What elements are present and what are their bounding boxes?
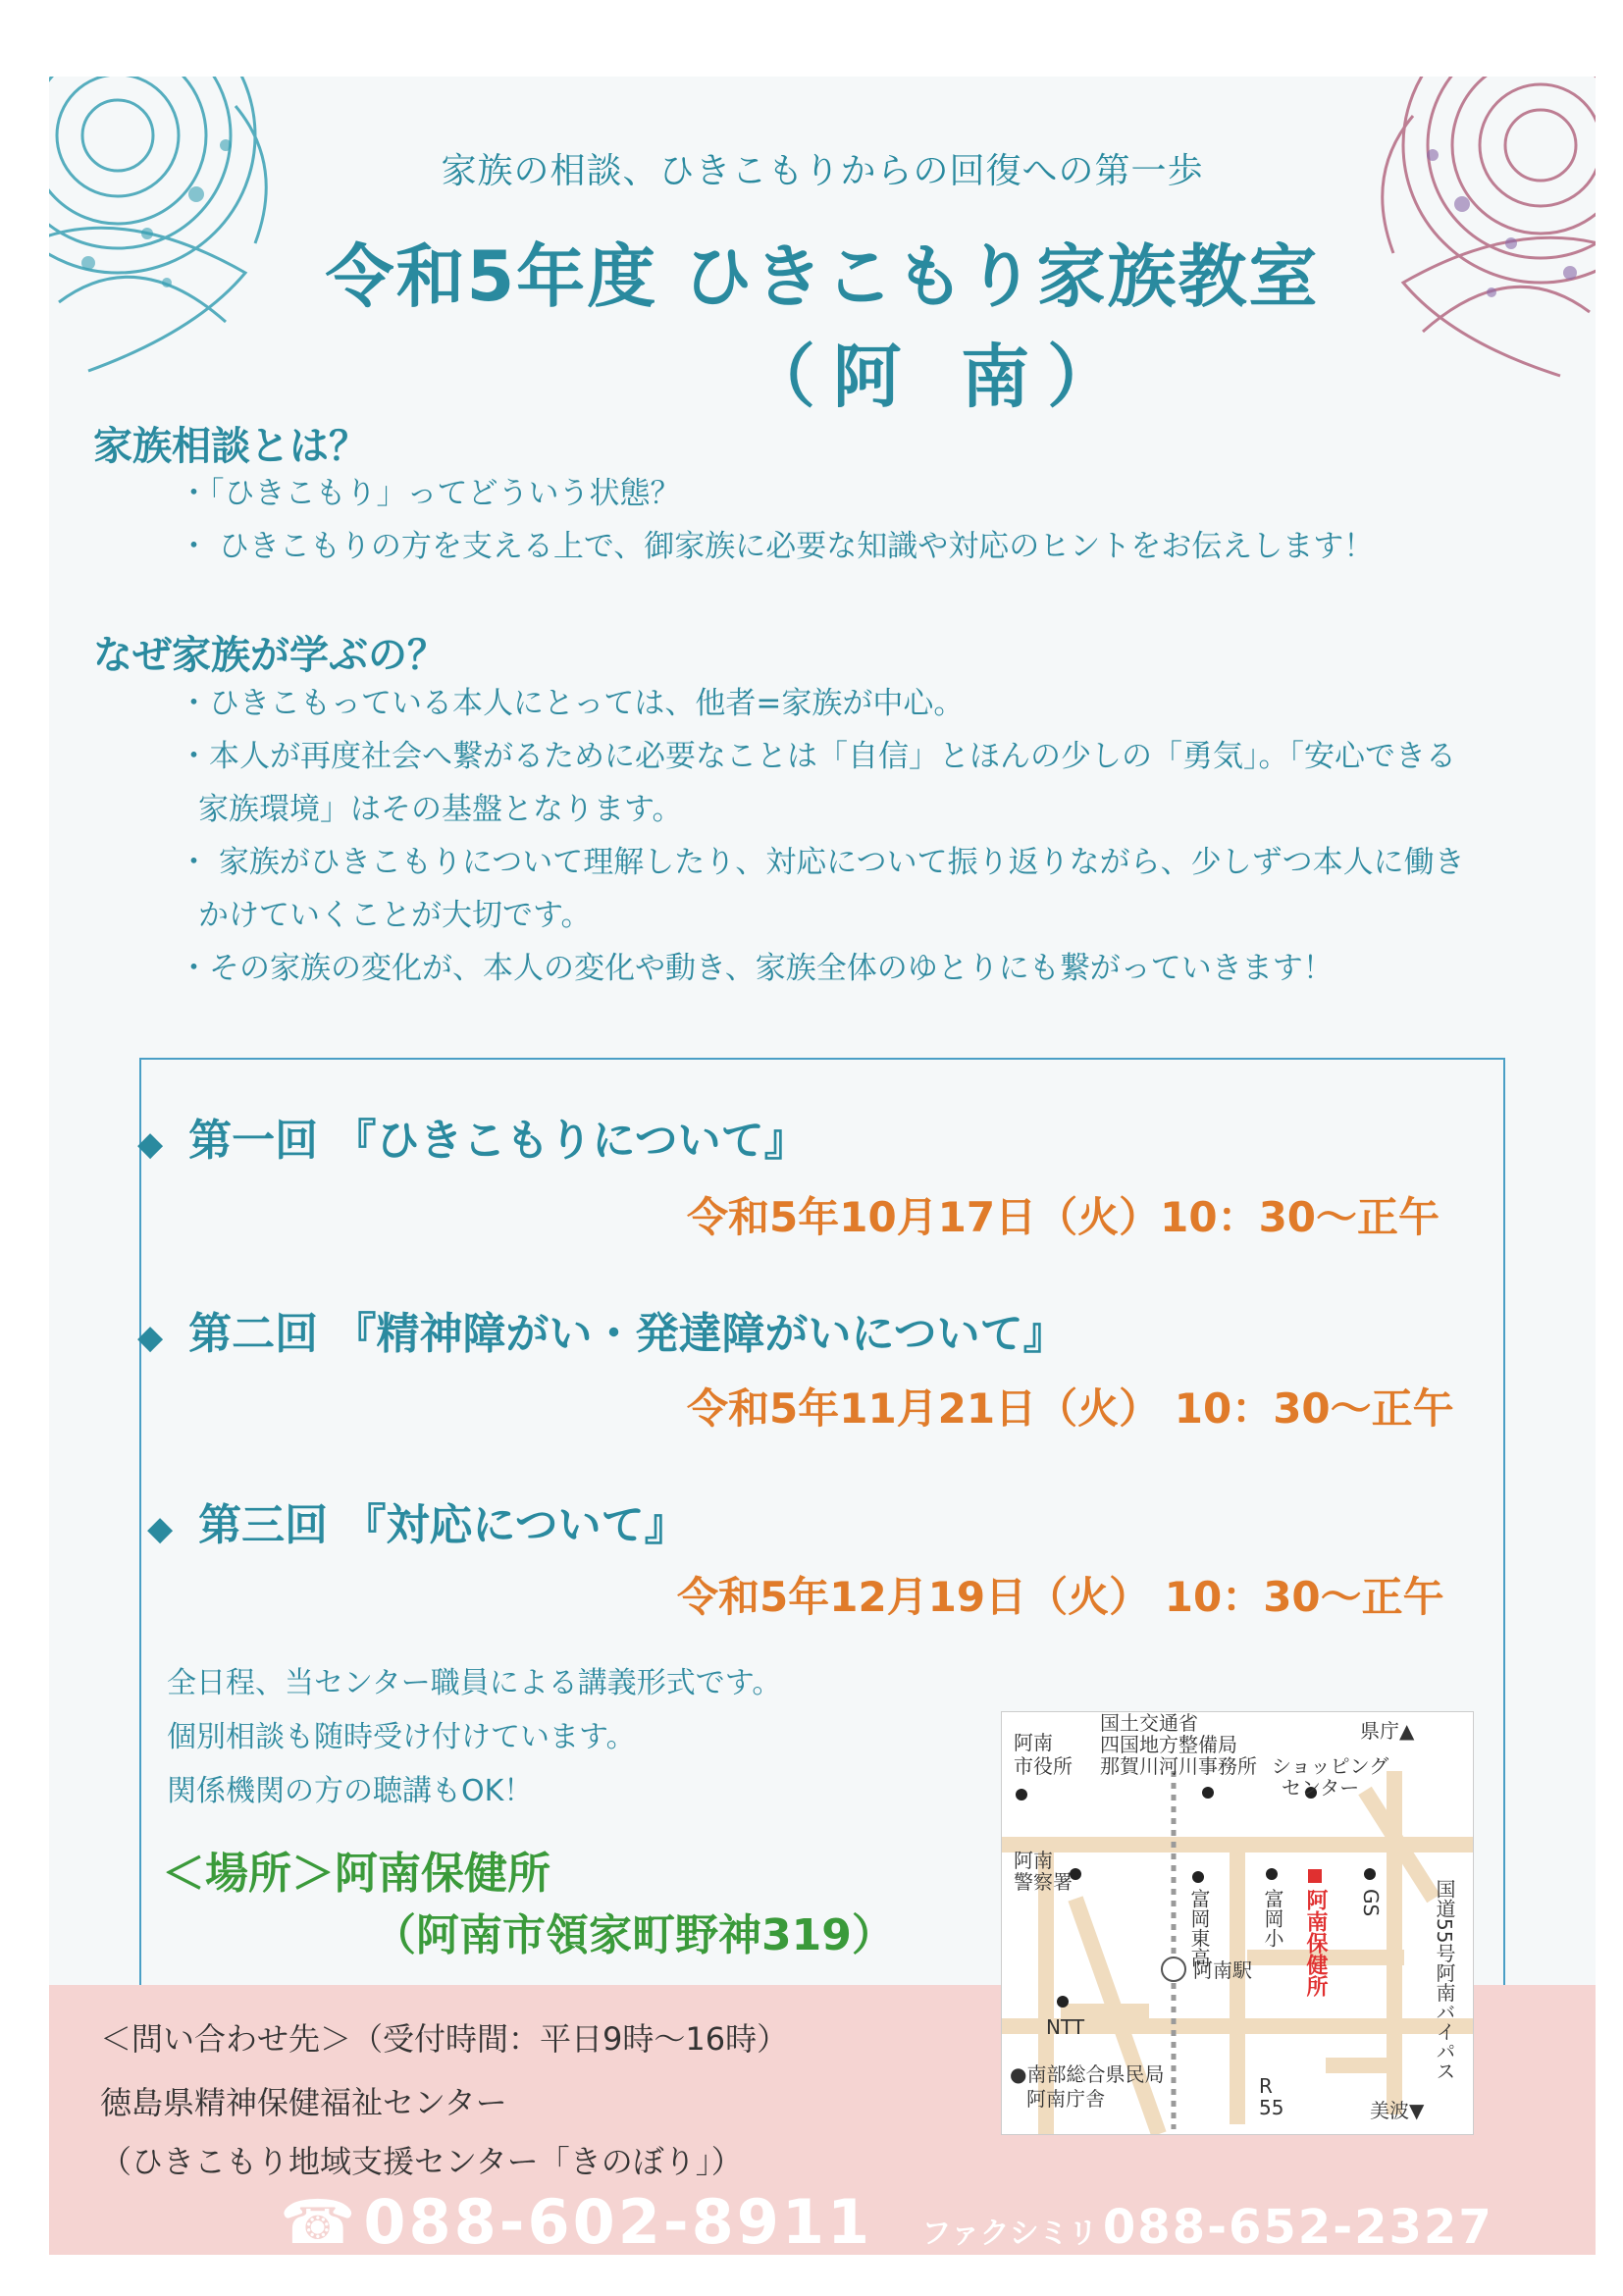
phone-number[interactable]: 088-602-8911	[363, 2186, 873, 2255]
contact-organization: 徳島県精神保健福祉センター	[100, 2084, 507, 2121]
fax-label: ファクシミリ	[921, 2217, 1098, 2251]
note-line: 個別相談も随時受け付けています。	[167, 1720, 636, 1754]
map-label: 55	[1259, 2096, 1284, 2119]
map-label: 警察署	[1014, 1870, 1073, 1894]
session-3-title: ◆ 第三回 『対応について』	[147, 1500, 688, 1550]
place-address: （阿南市領家町野神319）	[373, 1910, 895, 1960]
bullet-text-continued: かけていくことが大切です。	[198, 898, 592, 933]
bullet-text: ・本人が再度社会へ繋がるために必要なことは「自信」とほんの少しの「勇気」。「安心できる	[179, 739, 1456, 774]
session-3-date: 令和5年12月19日（火） 10：30～正午	[677, 1573, 1444, 1621]
map-label: NTT	[1046, 2015, 1085, 2039]
map-label: センター	[1282, 1776, 1360, 1800]
map-label-hokenjo: 阿南保健所	[1303, 1889, 1328, 1997]
map-label: 阿南駅	[1193, 1958, 1252, 1982]
bullet-text: ・ 家族がひきこもりについて理解したり、対応について振り返りながら、少しずつ本人に働き	[179, 845, 1465, 880]
bullet-text: ・その家族の変化が、本人の変化や動き、家族全体のゆとりにも繋がっていきます！	[179, 951, 1334, 986]
map-label: R	[1259, 2074, 1273, 2098]
bullet-text: ・ひきこもっている本人にとっては、他者=家族が中心。	[179, 686, 965, 721]
note-line: 全日程、当センター職員による講義形式です。	[167, 1666, 782, 1700]
page-title: 令和5年度 ひきこもり家族教室	[325, 236, 1320, 317]
map-label: 美波▼	[1370, 2099, 1425, 2122]
map-label: ●南部総合県民局	[1010, 2062, 1165, 2086]
map-label: 国土交通省	[1100, 1711, 1198, 1735]
section-heading-family-consultation: 家族相談とは？	[93, 424, 368, 469]
map-label: 市役所	[1014, 1754, 1073, 1778]
map-label: 阿南	[1014, 1849, 1053, 1872]
bullet-text: ・「ひきこもり」ってどういう状態？	[179, 476, 681, 511]
section-heading-why-family: なぜ家族が学ぶの？	[93, 633, 446, 678]
map-label: 富岡東高	[1187, 1889, 1211, 1967]
contact-sub-organization: （ひきこもり地域支援センター「きのぼり」）	[100, 2143, 743, 2180]
place-label: ＜場所＞阿南保健所	[162, 1849, 550, 1899]
contact-heading: ＜問い合わせ先＞（受付時間：平日9時～16時）	[100, 2020, 789, 2058]
notes-list	[167, 1656, 781, 1818]
map-label: 阿南庁舎	[1026, 2087, 1105, 2111]
map-label: 四国地方整備局	[1100, 1733, 1237, 1756]
session-1-date: 令和5年10月17日（火）10：30～正午	[687, 1193, 1440, 1241]
diamond-icon: ◆	[137, 1318, 164, 1357]
map-label: ショッピング	[1272, 1754, 1389, 1778]
map-label: 阿南	[1014, 1731, 1053, 1754]
diamond-icon: ◆	[147, 1509, 174, 1548]
page-title-location: （阿 南）	[746, 337, 1134, 417]
session-2-title: ◆ 第二回 『精神障がい・発達障がいについて』	[137, 1309, 1067, 1359]
map-label: 富岡小	[1261, 1889, 1284, 1948]
flyer-sheet	[49, 77, 1596, 2255]
map-label: GS	[1359, 1889, 1383, 1917]
map-label: 県庁▲	[1360, 1719, 1415, 1743]
map-label: 国道55号阿南バイパス	[1433, 1879, 1456, 2081]
note-line: 関係機関の方の聴講もOK！	[167, 1774, 534, 1808]
bullet-text: ・ ひきこもりの方を支える上で、御家族に必要な知識や対応のヒントをお伝えします！	[179, 529, 1375, 564]
section2-bullets	[179, 677, 1465, 995]
phone-icon: ☎	[280, 2186, 359, 2255]
bullet-text-continued: 家族環境」はその基盤となります。	[198, 792, 683, 827]
header-subtitle: 家族の相談、ひきこもりからの回復への第一歩	[441, 151, 1204, 191]
diamond-icon: ◆	[137, 1124, 164, 1164]
section1-bullets	[179, 467, 1374, 573]
fax-number: 088-652-2327	[1102, 2200, 1493, 2255]
session-2-date: 令和5年11月21日（火） 10：30～正午	[687, 1384, 1454, 1433]
contact-phone-row	[280, 2186, 1493, 2255]
access-map	[1001, 1711, 1474, 2135]
map-label: 那賀川河川事務所	[1100, 1754, 1257, 1778]
session-1-title: ◆ 第一回 『ひきこもりについて』	[137, 1116, 808, 1166]
